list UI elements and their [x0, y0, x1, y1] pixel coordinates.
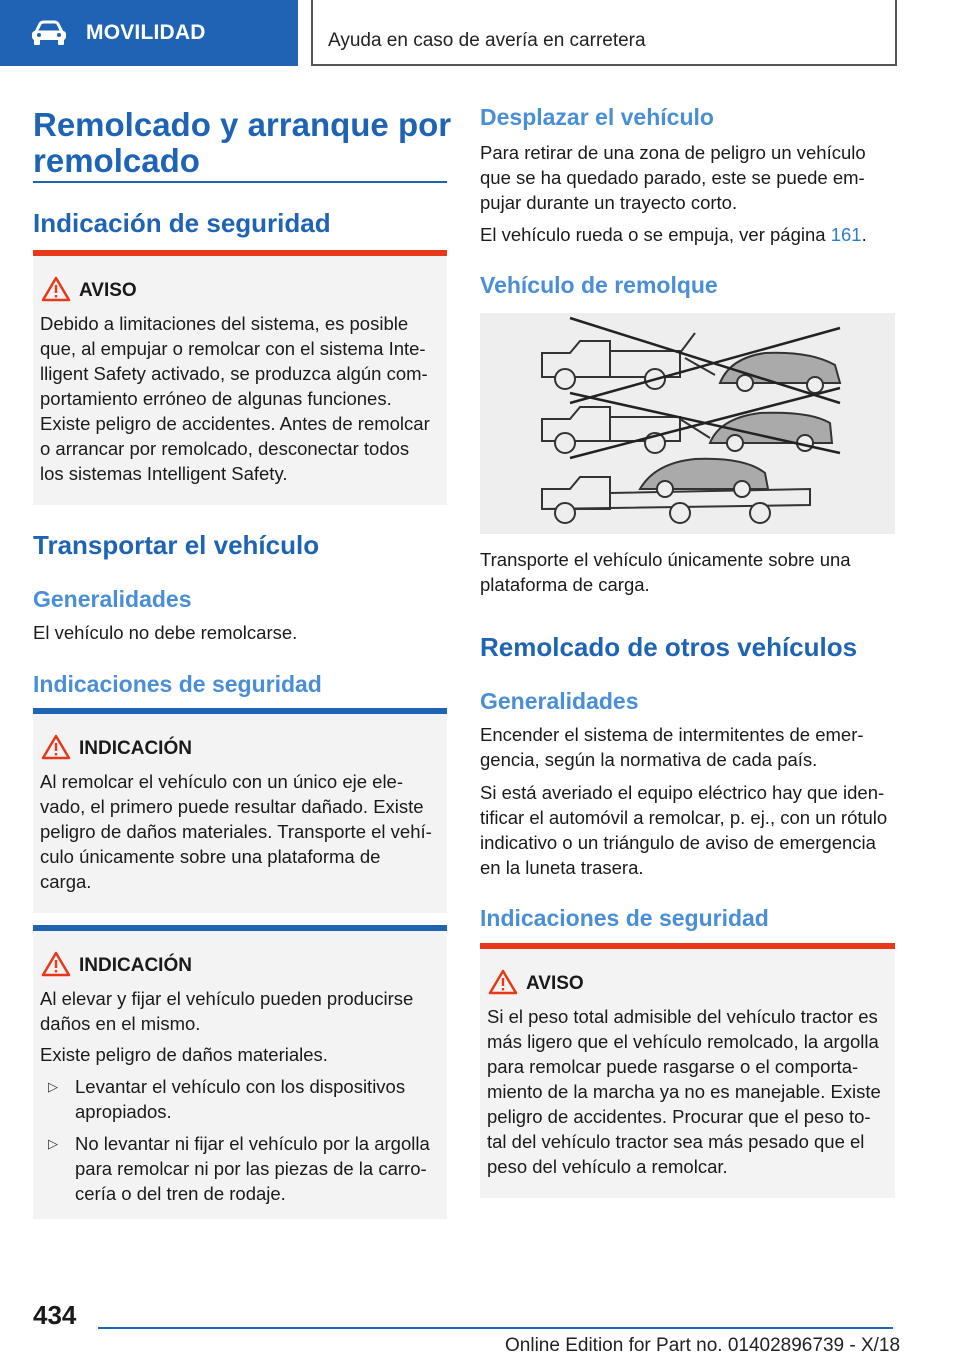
note-text-line: Al elevar y fijar el vehículo pueden producirse	[40, 988, 414, 1009]
section-title: MOVILIDAD	[86, 21, 206, 44]
generalidades-text: El vehículo no debe remolcarse.	[33, 622, 298, 643]
warning-triangle-icon	[41, 734, 71, 760]
gen-text-line: Encender el sistema de intermitentes de emer‐	[480, 724, 864, 745]
transport-heading: Transportar el vehículo	[33, 530, 320, 560]
note-bar	[33, 708, 447, 714]
warning-box-aviso	[33, 250, 447, 505]
bullet-item	[40, 1131, 440, 1206]
page-number: 434	[33, 1300, 77, 1330]
warning-triangle-icon	[488, 969, 518, 995]
move-ref-prefix: El vehículo rueda o se empuja, ver página	[480, 224, 831, 245]
warning-text-line: tal del vehículo tractor sea más pesado que el	[487, 1131, 865, 1152]
gen-text-line: en la luneta trasera.	[480, 857, 644, 878]
bullet-text: No levantar ni fijar el vehículo por la argolla	[75, 1133, 430, 1154]
warning-text-line: peso del vehículo a remolcar.	[487, 1156, 728, 1177]
move-heading: Desplazar el vehículo	[480, 104, 714, 130]
note-text-line: Al remolcar el vehículo con un único eje ele‐	[40, 771, 403, 792]
safety-heading: Indicación de seguridad	[33, 208, 331, 238]
warning-text-line: más ligero que el vehículo remolcado, la argolla	[487, 1031, 879, 1052]
warning-box-aviso-2	[480, 943, 895, 1198]
note-text-line: peligro de daños materiales. Transporte el vehí‐	[40, 821, 432, 842]
note-label: INDICACIÓN	[79, 955, 192, 976]
move-text-line: Para retirar de una zona de peligro un vehículo	[480, 142, 866, 163]
footer-divider	[98, 1327, 893, 1329]
warning-bar	[33, 250, 447, 256]
edition-text: Online Edition for Part no. 01402896739 - X/18	[505, 1335, 901, 1356]
note-text-line: carga.	[40, 871, 92, 892]
warning-text-line: miento de la marcha ya no es manejable. Existe	[487, 1081, 881, 1102]
note-label: INDICACIÓN	[79, 738, 192, 759]
car-icon	[30, 20, 68, 46]
warning-triangle-icon	[41, 276, 71, 302]
warning-triangle-icon	[41, 951, 71, 977]
gen-text-line: gencia, según la normativa de cada país.	[480, 749, 818, 770]
title-divider	[33, 181, 447, 183]
others-heading: Remolcado de otros vehículos	[480, 632, 858, 662]
warning-text-line: Existe peligro de accidentes. Antes de remolcar	[40, 413, 430, 434]
figure-caption-line: plataforma de carga.	[480, 574, 650, 595]
page-title-line1: Remolcado y arranque por	[33, 106, 452, 143]
towing-illustration	[480, 313, 895, 534]
note-text-line: culo únicamente sobre una plataforma de	[40, 846, 381, 867]
bullet-text: cería o del tren de rodaje.	[75, 1183, 286, 1204]
figure-caption-line: Transporte el vehículo únicamente sobre una	[480, 549, 851, 570]
towing-methods-illustration	[480, 313, 895, 534]
warning-text-line: Si el peso total admisible del vehículo tractor es	[487, 1006, 878, 1027]
generalidades-heading: Generalidades	[33, 586, 192, 612]
warning-label: AVISO	[79, 280, 137, 301]
bullet-item	[40, 1074, 440, 1124]
indicaciones-heading-right: Indicaciones de seguridad	[480, 905, 769, 931]
warning-text-line: que, al empujar o remolcar con el sistema Inte‐	[40, 338, 426, 359]
gen-text-line: Si está averiado el equipo eléctrico hay que iden‐	[480, 782, 885, 803]
page-title-line2: remolcado	[33, 142, 200, 179]
chapter-header[interactable]	[311, 0, 897, 66]
section-tab[interactable]	[0, 0, 298, 66]
warning-text-line: lligent Safety activado, se produzca algún com‐	[40, 363, 428, 384]
bullet-triangle-icon: ▷	[48, 1136, 58, 1151]
bullet-text: Levantar el vehículo con los dispositivos	[75, 1076, 406, 1097]
note-bar	[33, 925, 447, 931]
generalidades-heading-right: Generalidades	[480, 688, 639, 714]
move-text-line: pujar durante un trayecto corto.	[480, 192, 738, 213]
tow-vehicle-heading: Vehículo de remolque	[480, 272, 718, 298]
gen-text-line: indicativo o un triángulo de aviso de emergencia	[480, 832, 876, 853]
bullet-triangle-icon: ▷	[48, 1079, 58, 1094]
note-text-line: vado, el primero puede resultar dañado. Existe	[40, 796, 424, 817]
warning-bar	[480, 943, 895, 949]
chapter-title: Ayuda en caso de avería en carretera	[328, 30, 646, 51]
warning-text-line: peligro de accidentes. Procurar que el peso to‐	[487, 1106, 871, 1127]
note-text-line: Existe peligro de daños materiales.	[40, 1044, 328, 1065]
warning-text-line: para remolcar puede rasgarse o el comporta‐	[487, 1056, 859, 1077]
warning-text-line: los sistemas Intelligent Safety.	[40, 463, 288, 484]
warning-text-line: o arrancar por remolcado, desconectar todos	[40, 438, 410, 459]
move-text-line: que se ha quedado parado, este se puede em‐	[480, 167, 865, 188]
gen-text-line: tificar el automóvil a remolcar, p. ej., con un rótulo	[480, 807, 888, 828]
indicaciones-heading: Indicaciones de seguridad	[33, 671, 322, 697]
note-box-indicacion	[33, 708, 447, 913]
bullet-text: apropiados.	[75, 1101, 172, 1122]
warning-text-line: portamiento erróneo de algunas funciones.	[40, 388, 392, 409]
warning-label: AVISO	[526, 973, 584, 994]
page-link[interactable]: 161	[830, 224, 862, 245]
bullet-text: para remolcar ni por las piezas de la carro‐	[75, 1158, 427, 1179]
move-ref-suffix: .	[861, 224, 867, 245]
note-box-indicacion-2	[33, 925, 447, 1219]
warning-text-line: Debido a limitaciones del sistema, es posible	[40, 313, 409, 334]
note-text-line: daños en el mismo.	[40, 1013, 201, 1034]
move-ref-text	[480, 222, 867, 247]
